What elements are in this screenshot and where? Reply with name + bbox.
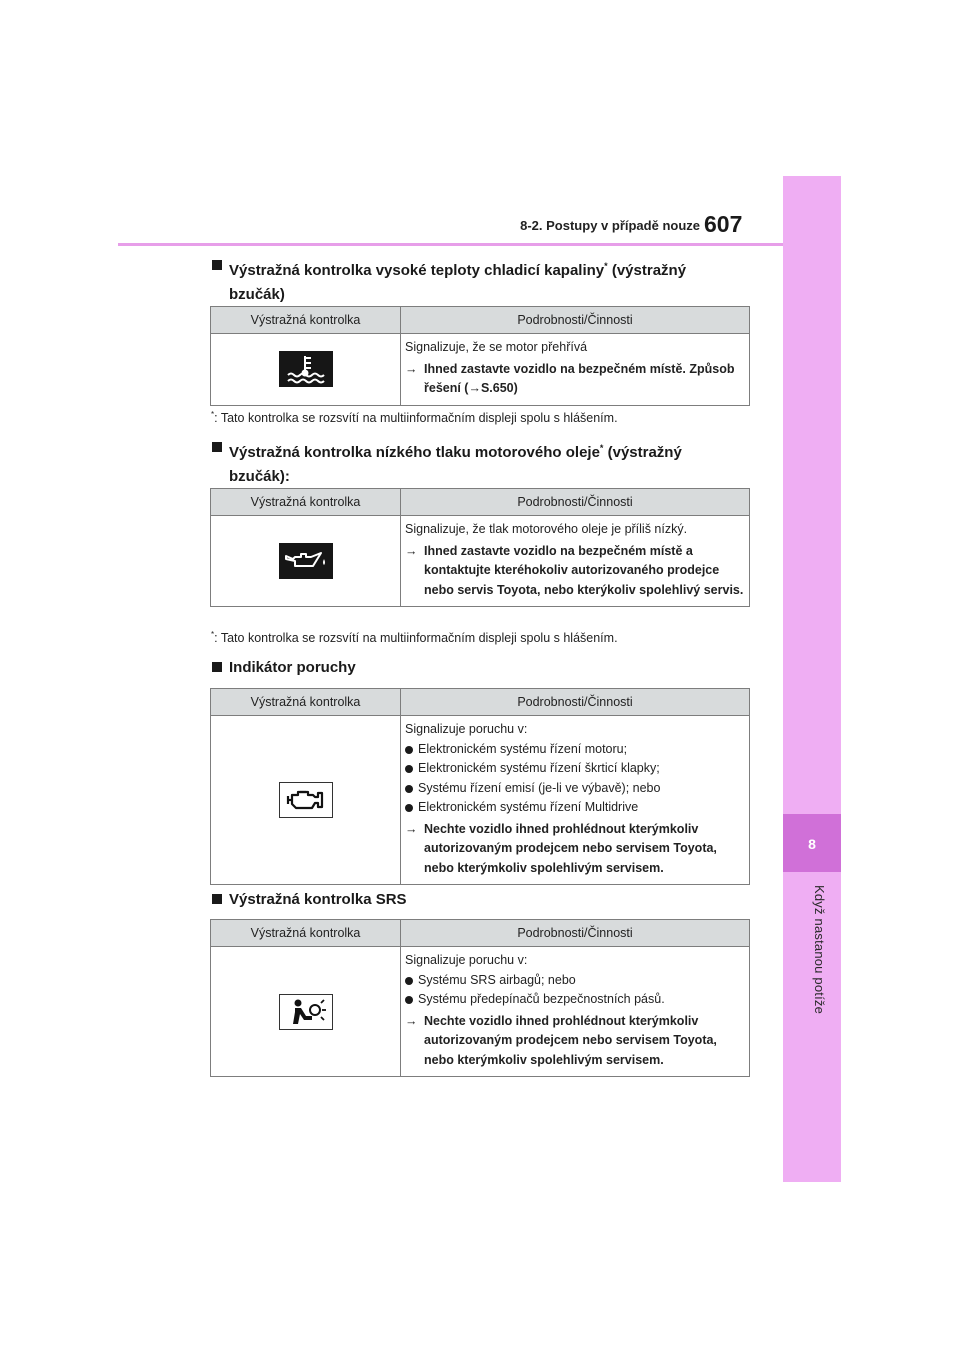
list-item: Systému SRS airbagů; nebo <box>405 971 744 991</box>
list-item: Systému předepínačů bezpečnostních pásů. <box>405 990 744 1010</box>
action-text: → Nechte vozidlo ihned prohlédnout kterýmkoliv autorizovaným prodejcem nebo servisem Toyota, nebo kterýmkoliv spolehlivým servisem. <box>405 821 717 875</box>
description-text: Signalizuje poruchu v: <box>405 953 528 967</box>
page-number: 607 <box>704 211 743 237</box>
header-rule <box>118 243 783 246</box>
chapter-number: 8 <box>808 836 816 852</box>
table-row <box>211 516 749 606</box>
chapter-label: Když nastanou potíže <box>812 885 827 1015</box>
heading-square-icon <box>212 260 222 270</box>
description-text: Signalizuje, že se motor přehřívá <box>405 340 588 354</box>
coolant-temperature-icon <box>279 351 333 387</box>
description-text: Signalizuje poruchu v: <box>405 722 528 736</box>
list-item: Elektronickém systému řízení Multidrive <box>405 798 744 818</box>
table-header: Výstražná kontrolka Podrobnosti/Činnosti <box>211 920 749 947</box>
srs-airbag-icon <box>279 994 333 1030</box>
table-row <box>211 947 749 1076</box>
heading-square-icon <box>212 442 222 452</box>
check-engine-icon <box>279 782 333 818</box>
list-item: Elektronickém systému řízení motoru; <box>405 740 744 760</box>
warning-table-srs <box>210 919 750 1077</box>
chapter-side-tab <box>783 176 841 1182</box>
section-heading-malfunction: Indikátor poruchy <box>212 656 732 680</box>
description-text: Signalizuje, že tlak motorového oleje je příliš nízký. <box>405 522 688 536</box>
table-header: Výstražná kontrolka Podrobnosti/Činnosti <box>211 307 749 334</box>
heading-square-icon <box>212 894 222 904</box>
action-text: → Nechte vozidlo ihned prohlédnout kterýmkoliv autorizovaným prodejcem nebo servisem Toyota, nebo kterýmkoliv spolehlivým servisem. <box>405 1013 717 1067</box>
section-heading-oil: Výstražná kontrolka nízkého tlaku motorového oleje* (výstražný bzučák): <box>212 436 732 489</box>
section-title: 8-2. Postupy v případě nouze <box>520 218 700 233</box>
footnote: *: Tato kontrolka se rozsvítí na multiinformačním displeji spolu s hlášením. <box>211 410 618 426</box>
warning-table-malfunction <box>210 688 750 885</box>
section-heading-coolant: Výstražná kontrolka vysoké teploty chladicí kapaliny* (výstražný bzučák) <box>212 254 732 307</box>
list-item: Elektronickém systému řízení škrticí klapky; <box>405 759 744 779</box>
action-text: → Ihned zastavte vozidlo na bezpečném místě a kontaktujte kteréhokoliv autorizovaného prodejce nebo servis Toyota, nebo kterýkoliv spolehlivý servis. <box>405 543 744 597</box>
oil-can-icon <box>279 543 333 579</box>
table-row <box>211 334 749 405</box>
table-row <box>211 716 749 884</box>
action-text: → Ihned zastavte vozidlo na bezpečném místě. Způsob řešení (→S.650) <box>405 361 735 395</box>
section-heading-srs: Výstražná kontrolka SRS <box>212 888 732 912</box>
heading-square-icon <box>212 662 222 672</box>
warning-table-coolant <box>210 306 750 406</box>
table-header: Výstražná kontrolka Podrobnosti/Činnosti <box>211 489 749 516</box>
footnote: *: Tato kontrolka se rozsvítí na multiinformačním displeji spolu s hlášením. <box>211 630 618 646</box>
list-item: Systému řízení emisí (je-li ve výbavě); nebo <box>405 779 744 799</box>
table-header: Výstražná kontrolka Podrobnosti/Činnosti <box>211 689 749 716</box>
warning-table-oil <box>210 488 750 607</box>
